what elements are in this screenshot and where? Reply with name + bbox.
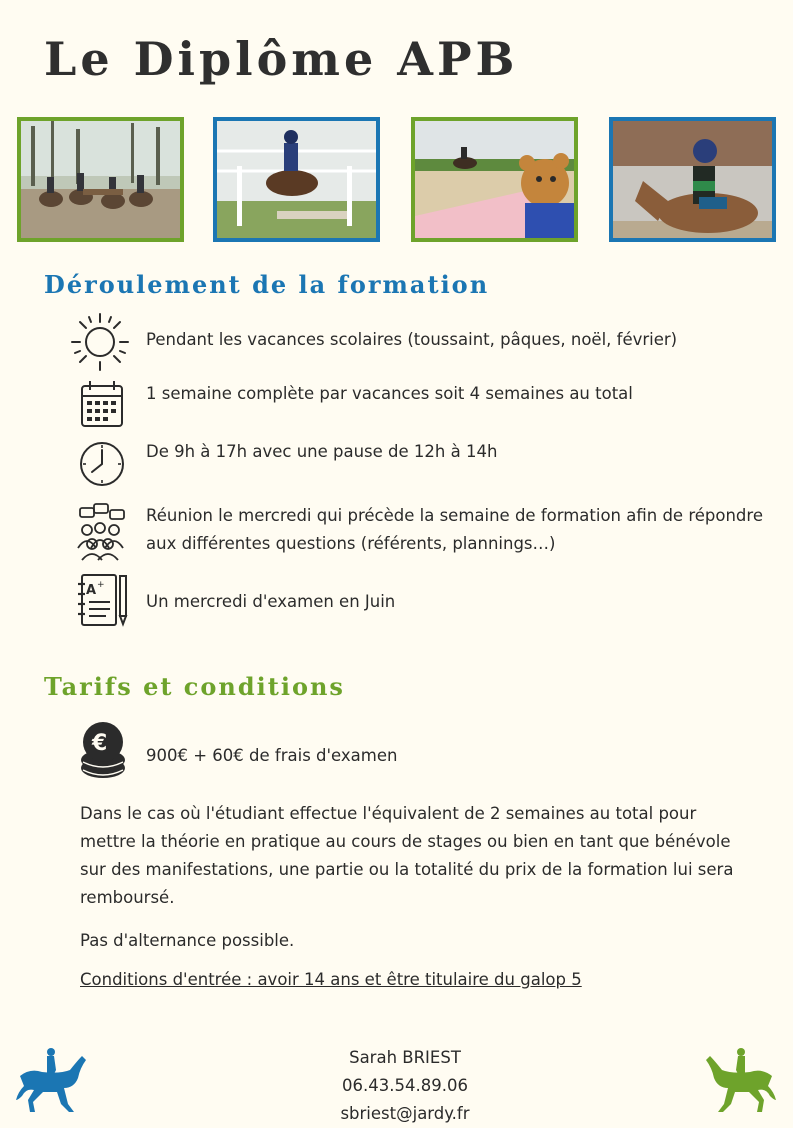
no-alternance-text: Pas d'alternance possible. [80, 931, 295, 950]
svg-text:+: + [97, 580, 105, 590]
meeting-group-icon [70, 502, 130, 562]
teddy-bear-arena-photo [411, 117, 578, 242]
formation-item-text: Réunion le mercredi qui précède la semaine de formation afin de répondre aux différentes questions (référents, plannings…) [146, 506, 763, 553]
child-rider-pony-photo [609, 117, 776, 242]
clock-icon [70, 436, 126, 492]
pony-jumping-photo [213, 117, 380, 242]
price-text: 900€ + 60€ de frais d'examen [146, 746, 398, 765]
sun-icon [70, 312, 130, 372]
refund-paragraph: Dans le cas où l'étudiant effectue l'équivalent de 2 semaines au total pour mettre la théorie en pratique au cours de stages ou bien en tant que bénévole sur des manifestations, une partie ou la totalité du prix de la formation lui sera remboursé. [80, 804, 734, 907]
contact-phone[interactable]: 06.43.54.89.06 [342, 1076, 468, 1095]
svg-text:A: A [86, 583, 97, 598]
page-title: Le Diplôme APB [44, 32, 519, 86]
formation-item-text: De 9h à 17h avec une pause de 12h à 14h [146, 442, 498, 461]
calendar-icon [70, 378, 126, 434]
section-title-tarifs: Tarifs et conditions [44, 672, 345, 701]
dressage-horse-blue-icon [14, 1046, 86, 1116]
formation-item-text: 1 semaine complète par vacances soit 4 semaines au total [146, 384, 633, 403]
section-title-formation: Déroulement de la formation [44, 270, 490, 299]
photo-strip [17, 117, 777, 243]
group-riding-photo [17, 117, 184, 242]
entry-conditions: Conditions d'entrée : avoir 14 ans et être titulaire du galop 5 [80, 970, 582, 989]
formation-item-text: Pendant les vacances scolaires (toussaint, pâques, noël, février) [146, 330, 678, 349]
euro-coins-icon [78, 722, 128, 780]
exam-notebook-icon [70, 572, 130, 628]
contact-email[interactable]: sbriest@jardy.fr [340, 1104, 470, 1123]
dressage-horse-green-icon [706, 1046, 778, 1116]
formation-item-text: Un mercredi d'examen en Juin [146, 592, 396, 611]
contact-block [290, 1044, 520, 1128]
contact-name: Sarah BRIEST [349, 1048, 461, 1067]
svg-text:€: € [92, 731, 108, 756]
